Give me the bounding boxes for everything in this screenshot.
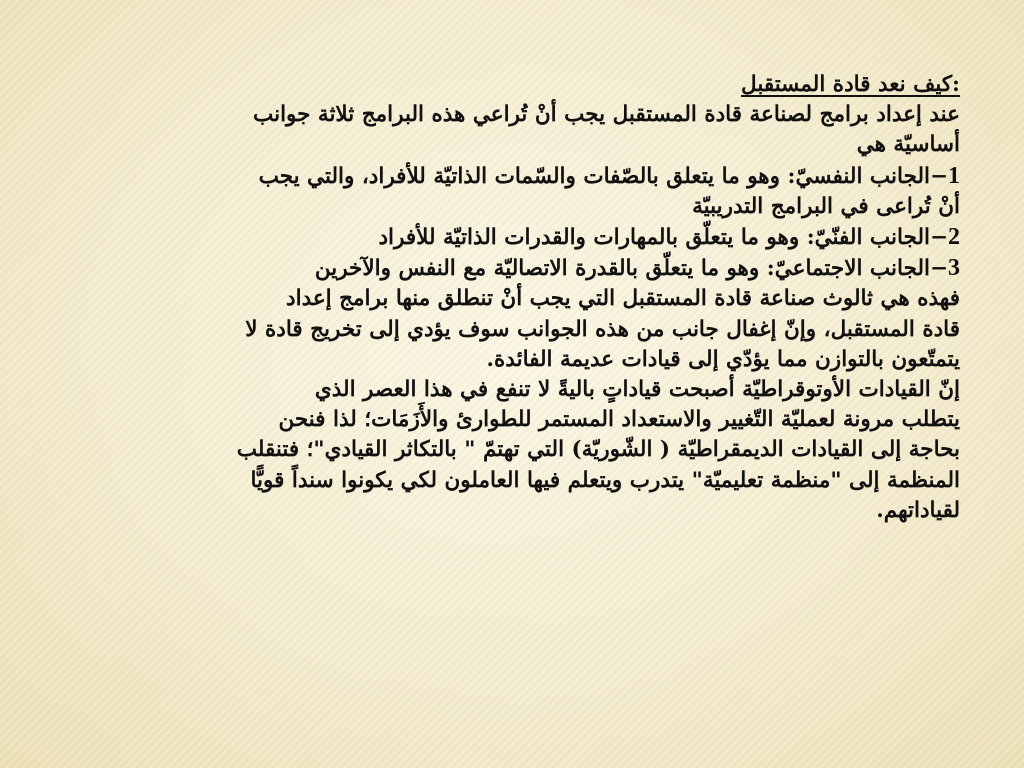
body-line-4: إنّ القيادات الأوتوقراطيّة أصبحت قياداتٍ باليةً لا تنفع في هذا العصر الذي [314, 377, 960, 403]
body-line-6: بحاجة إلى القيادات الديمقراطيّة ( الشّوريّة) التي تهتمّ " بالتكاثر القيادي"؛ فتنقلب [236, 437, 960, 463]
heading-line [70, 70, 960, 100]
intro-line-2: أساسيّة هي [856, 132, 960, 158]
item3-line [70, 253, 960, 284]
item1-line-1 [70, 161, 960, 192]
item1-text-1: −الجانب النفسيّ: وهو ما يتعلق بالصّفات والسّمات الذاتيّة للأفراد، والتي يجب [258, 163, 948, 189]
slide-heading: :كيف نعد قادة المستقبل [741, 72, 960, 97]
item3-number: 3 [948, 255, 960, 282]
body-line-7: المنظمة إلى "منظمة تعليميّة" يتدرب ويتعلم فيها العاملون لكي يكونوا سنداً قويًّا [250, 467, 960, 493]
body-line-3: يتمتّعون بالتوازن مما يؤدّي إلى قيادات عديمة الفائدة. [486, 346, 960, 372]
item3-text: −الجانب الاجتماعيّ: وهو ما يتعلّق بالقدرة الاتصاليّة مع النفس والآخرين [314, 256, 948, 282]
item1-line-2: أنْ تُراعى في البرامج التدريبيّة [692, 193, 960, 219]
body-line-1: فهذه هي ثالوث صناعة قادة المستقبل التي يجب أنْ تنطلق منها برامج إعداد [286, 286, 960, 312]
item2-line [70, 222, 960, 253]
item2-number: 2 [948, 224, 960, 251]
body-line-2: قادة المستقبل، وإنّ إغفال جانب من هذه الجوانب سوف يؤدي إلى تخريج قادة لا [245, 316, 960, 342]
slide-content [70, 70, 960, 710]
body-line-5: يتطلب مرونة لعمليّة التّغيير والاستعداد المستمر للطوارئ والأَزَمَات؛ لذا فنحن [278, 407, 960, 433]
item1-number: 1 [948, 162, 960, 189]
slide-text [70, 70, 960, 526]
item2-text: −الجانب الفنّيّ: وهو ما يتعلّق بالمهارات والقدرات الذاتيّة للأفراد [378, 225, 948, 251]
body-line-8: لقياداتهم. [876, 497, 960, 523]
intro-line-1: عند إعداد برامج لصناعة قادة المستقبل يجب أنْ تُراعي هذه البرامج ثلاثة جوانب [252, 102, 960, 128]
